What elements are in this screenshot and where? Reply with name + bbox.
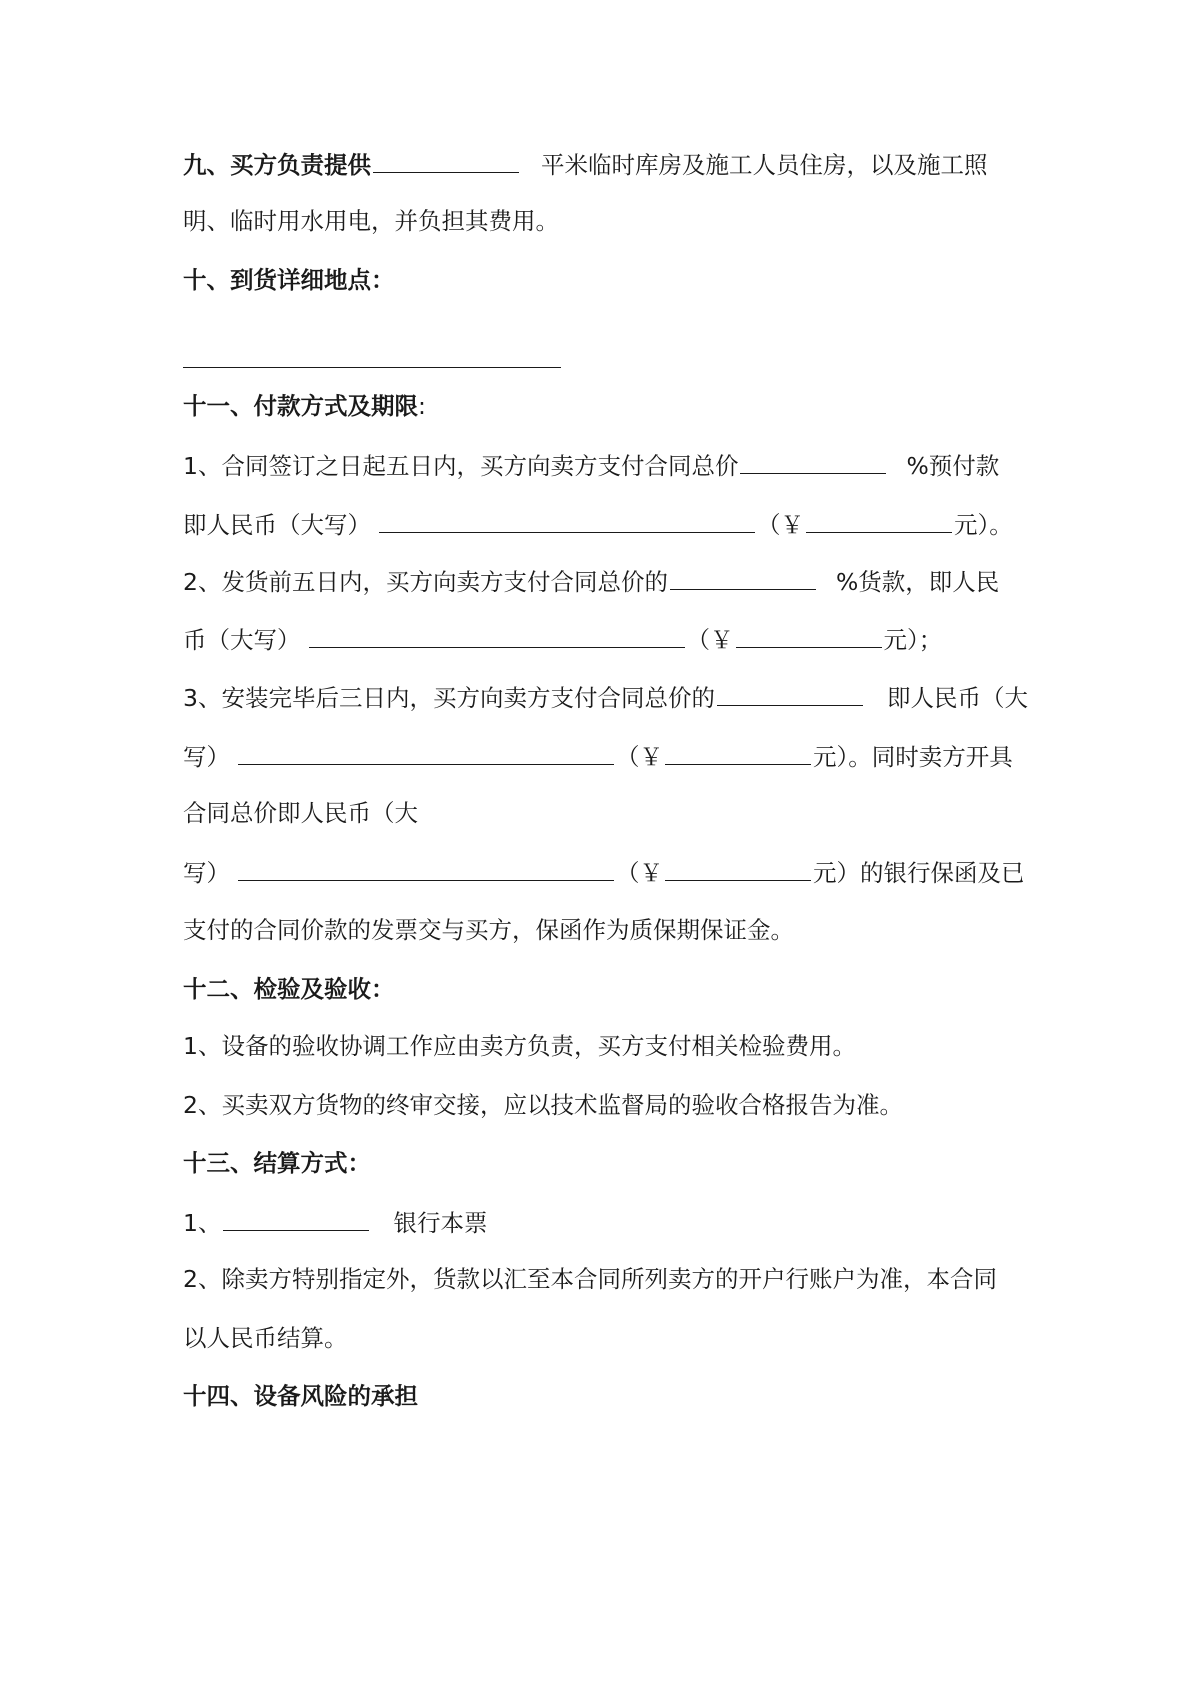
guarantee-amount-number-blank bbox=[665, 852, 811, 881]
s14-heading-text: 十四、设备风险的承担 bbox=[183, 1382, 418, 1410]
goods-percent-blank bbox=[670, 561, 816, 590]
s13-item2-line2 bbox=[183, 1318, 348, 1358]
install-amount-number-blank bbox=[665, 736, 811, 765]
s11-item3-end: 支付的合同价款的发票交与买方，保函作为质保期保证金。 bbox=[183, 916, 794, 944]
s13-item1-text: 银行本票 bbox=[393, 1209, 488, 1237]
s13-item1 bbox=[183, 1202, 487, 1242]
s11-item3-line1 bbox=[183, 677, 1028, 717]
s11-item3-yen-1: （￥ bbox=[616, 743, 663, 771]
s9-text: 平米临时库房及施工人员住房，以及施工照 bbox=[541, 151, 988, 179]
s13-item2-text: 2、除卖方特别指定外，货款以汇至本合同所列卖方的开户行账户为准，本合同 bbox=[183, 1265, 997, 1293]
s11-item1-suffix: %预付款 bbox=[906, 452, 1000, 480]
prepay-amount-words-blank bbox=[379, 504, 755, 533]
s11-item3-line2 bbox=[183, 736, 1013, 776]
s14-heading bbox=[183, 1376, 418, 1416]
install-amount-words-blank bbox=[238, 736, 614, 765]
goods-amount-words-blank bbox=[309, 619, 685, 648]
s11-item3-suffix: 即人民币（大 bbox=[886, 684, 1028, 712]
s13-heading-text: 十三、结算方式： bbox=[183, 1149, 371, 1177]
s11-item1-end: 元）。 bbox=[954, 511, 1013, 539]
s9-text-2: 明、临时用水用电，并负担其费用。 bbox=[183, 207, 559, 235]
s11-item3-guarantee: 元）的银行保函及已 bbox=[813, 859, 1025, 887]
s11-item3-mid: 元）。同时卖方开具 bbox=[813, 743, 1013, 771]
s11-item1-line2 bbox=[183, 504, 1013, 544]
s11-item2-yen: （￥ bbox=[686, 626, 734, 654]
s11-item3-line4 bbox=[183, 852, 1025, 892]
s12-item2-text: 2、买卖双方货物的终审交接，应以技术监督局的验收合格报告为准。 bbox=[183, 1091, 903, 1119]
s12-item1 bbox=[183, 1026, 856, 1066]
s11-item1-line1 bbox=[183, 445, 999, 485]
s13-item2-line1 bbox=[183, 1259, 997, 1299]
s11-item3-xie-2: 写） bbox=[183, 859, 230, 887]
s12-item2 bbox=[183, 1085, 903, 1125]
s11-item3-text: 3、安装完毕后三日内，买方向卖方支付合同总价的 bbox=[183, 684, 715, 712]
s13-item2-text-2: 以人民币结算。 bbox=[183, 1324, 348, 1352]
s11-item2-line2 bbox=[183, 619, 942, 659]
s11-heading-colon: : bbox=[418, 392, 426, 420]
s10-heading bbox=[183, 260, 395, 300]
guarantee-amount-words-blank bbox=[238, 852, 614, 881]
s11-item2-suffix: %货款，即人民 bbox=[835, 568, 1000, 596]
prepay-percent-blank bbox=[740, 445, 886, 474]
s11-item3-xie-1: 写） bbox=[183, 743, 230, 771]
s11-item2-text: 2、发货前五日内，买方向卖方支付合同总价的 bbox=[183, 568, 668, 596]
s11-item3-line5 bbox=[183, 910, 794, 950]
install-percent-blank bbox=[717, 677, 863, 706]
s13-item1-num: 1、 bbox=[183, 1209, 222, 1237]
s11-item1-rmb-label: 即人民币（大写） bbox=[183, 511, 371, 539]
s11-item2-end: 元）； bbox=[883, 626, 943, 654]
bank-blank bbox=[223, 1202, 369, 1231]
s12-item1-text: 1、设备的验收协调工作应由卖方负责，买方支付相关检验费用。 bbox=[183, 1032, 856, 1060]
s11-heading bbox=[183, 386, 426, 426]
s11-item2-line1 bbox=[183, 561, 999, 601]
s9-line2 bbox=[183, 201, 559, 241]
area-blank bbox=[373, 144, 519, 173]
delivery-address-blank bbox=[183, 367, 561, 368]
s11-item3-yen-2: （￥ bbox=[616, 859, 663, 887]
s11-item3-total: 合同总价即人民币（大 bbox=[183, 799, 418, 827]
prepay-amount-number-blank bbox=[806, 504, 952, 533]
s11-item1-yen: （￥ bbox=[757, 511, 804, 539]
s11-item3-line3 bbox=[183, 793, 418, 833]
s9-heading: 九、买方负责提供 bbox=[183, 151, 371, 179]
s12-heading-text: 十二、检验及验收： bbox=[183, 975, 395, 1003]
s9-line1 bbox=[183, 144, 988, 184]
s11-item1-text: 1、合同签订之日起五日内，买方向卖方支付合同总价 bbox=[183, 452, 739, 480]
s11-heading-text: 十一、付款方式及期限 bbox=[183, 392, 418, 420]
s13-heading bbox=[183, 1143, 371, 1183]
s11-item2-rmb-label: 币（大写） bbox=[183, 626, 301, 654]
s10-heading-text: 十、到货详细地点： bbox=[183, 266, 395, 294]
s12-heading bbox=[183, 969, 395, 1009]
goods-amount-number-blank bbox=[736, 619, 882, 648]
